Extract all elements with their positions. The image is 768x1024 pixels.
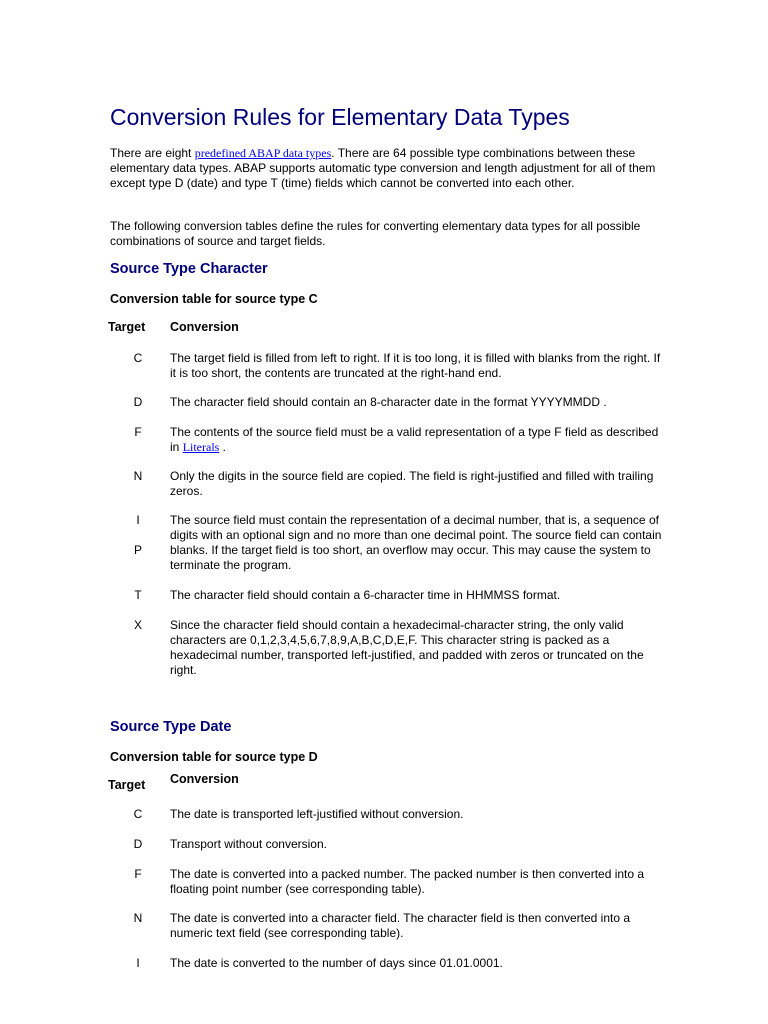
table-row [0,395,768,409]
row-text-before: The contents of the source field must be a valid representation of a type F field as described in [170,425,659,454]
row-conversion [170,425,668,455]
row-conversion: Only the digits in the source field are copied. The field is right-justified and filled with trailing zeros. [170,469,654,498]
table-caption-c: Conversion table for source type C [110,292,318,306]
row-target: D [133,837,143,851]
section-heading-date: Source Type Date [110,719,232,735]
table-row [0,956,768,970]
row-target: X [133,618,142,632]
table-row [0,618,768,677]
column-header-conversion: Conversion [170,320,239,334]
row-conversion: The target field is filled from left to right. If it is too long, it is filled with blanks from the right. If it is too short, the contents are truncated at the right-hand end. [170,351,661,380]
column-header-target: Target [108,778,146,792]
row-target: N [133,911,143,925]
row-target: D [133,395,143,409]
table-row [0,837,768,851]
predefined-types-link[interactable]: predefined ABAP data types [194,146,332,160]
row-conversion: The date is converted into a packed number. The packed number is then converted into a floating point number (see corresponding table). [170,867,645,896]
row-conversion: The source field must contain the representation of a decimal number, that is, a sequence of digits with an optional sign and no more than one decimal point. The source field can contain blanks. If the target field is too short, an overflow may occur. This may cause the system to terminate the program. [170,513,662,572]
row-conversion: Since the character field should contain a hexadecimal-character string, the only valid characters are 0,1,2,3,4,5,6,7,8,9,A,B,C,D,E,F. This character string is packed as a hexadecimal number, transported left-justified, and padded with zeros or truncated on the right. [170,618,644,677]
intro-text-after: . There are 64 possible type combinations between these elementary data types. ABAP supports automatic type conversion and length adjustment for all of them except type D (date) and type T (time) fields which cannot be converted into each other. [110,146,656,190]
row-target-group [126,513,150,558]
table-row [0,469,768,498]
row-conversion: The date is converted into a character field. The character field is then converted into a numeric text field (see corresponding table). [170,911,631,940]
row-target: P [133,543,142,557]
row-target: N [133,469,143,483]
table-row [0,867,768,896]
tables-intro-paragraph: The following conversion tables define the rules for converting elementary data types for all possible combinations of source and target fields. [110,219,641,248]
table-row [0,807,768,821]
row-conversion: The character field should contain an 8-character date in the format YYYYMMDD . [170,395,607,409]
table-row [0,425,768,454]
row-target: F [134,425,142,439]
row-target: I [136,513,140,527]
page-title: Conversion Rules for Elementary Data Types [110,104,570,130]
row-target: I [136,956,140,970]
row-target: F [134,867,142,881]
literals-link[interactable]: Literals [182,440,220,454]
row-target: T [134,588,142,602]
column-header-target: Target [108,320,146,334]
row-conversion: The date is converted to the number of days since 01.01.0001. [170,956,503,970]
intro-text-before: There are eight [110,146,195,160]
table-caption-d: Conversion table for source type D [110,750,318,764]
section-heading-character: Source Type Character [110,261,268,277]
row-text-after: . [219,440,227,454]
row-conversion: The character field should contain a 6-character time in HHMMSS format. [170,588,561,602]
table-row [0,351,768,380]
row-conversion: The date is transported left-justified without conversion. [170,807,464,821]
intro-paragraph [110,146,670,191]
table-row [0,588,768,602]
row-conversion: Transport without conversion. [170,837,327,851]
row-target: C [133,807,143,821]
column-header-conversion: Conversion [170,772,239,786]
table-row [0,911,768,940]
row-target: C [133,351,143,365]
table-row [0,513,768,572]
